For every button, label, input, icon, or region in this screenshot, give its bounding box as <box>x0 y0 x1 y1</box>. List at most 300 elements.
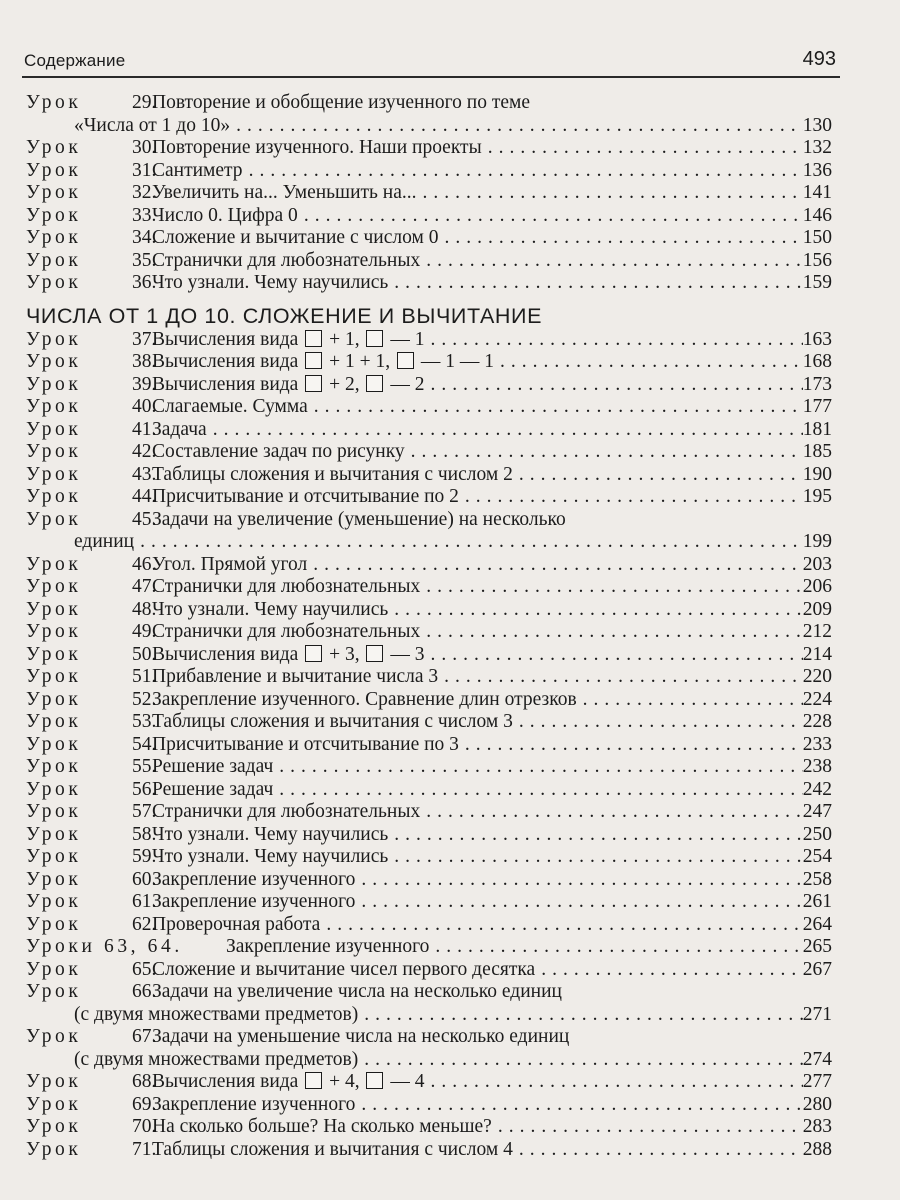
entry-page-number: 209 <box>802 598 832 620</box>
blank-box-icon <box>366 375 383 392</box>
entry-title: Странички для любознательных <box>152 576 421 597</box>
running-header-title: Содержание <box>24 51 126 70</box>
lesson-number: 41. <box>132 418 157 440</box>
entry-title-line <box>152 711 832 734</box>
entry-title: Сложение и вычитание чисел первого десятка <box>152 958 536 980</box>
entry-title: Вычисления вида + 3, — 3 <box>152 643 425 665</box>
entry-page-number: 195 <box>802 486 832 507</box>
entry-title: Таблицы сложения и вычитания с числом 2 <box>152 463 513 485</box>
lesson-word: Урок <box>26 396 82 417</box>
entry-title-line <box>152 779 832 802</box>
lesson-word: Урок <box>26 159 82 181</box>
lesson-word: Урок <box>26 598 82 620</box>
entry-title-line <box>152 914 832 937</box>
entry-page-number: 283 <box>802 1116 832 1137</box>
lesson-number: 43. <box>132 463 157 485</box>
toc-entry <box>26 779 832 802</box>
lesson-word: Урок <box>26 1138 82 1160</box>
entry-page-number: 277 <box>802 1071 832 1092</box>
lesson-word: Урок <box>26 1116 82 1137</box>
toc-entry <box>26 160 832 183</box>
leader-dots <box>298 205 803 228</box>
lesson-number: 29. <box>132 92 157 113</box>
entry-title-line <box>152 891 832 914</box>
entry-page-number: 265 <box>802 936 832 957</box>
entry-title-line <box>152 756 832 779</box>
lesson-number: 36. <box>132 272 157 293</box>
toc-entry <box>26 891 832 914</box>
toc-entry <box>26 509 832 532</box>
leader-dots <box>320 914 802 937</box>
entry-page-number: 224 <box>802 688 832 710</box>
entry-title-line <box>152 734 832 757</box>
toc-entry <box>26 621 832 644</box>
entry-title: Странички для любознательных <box>152 801 421 822</box>
entry-page-number: 250 <box>802 823 832 845</box>
lesson-number: 39. <box>132 373 157 395</box>
leader-dots <box>388 272 802 295</box>
entry-page-number: 163 <box>802 328 832 350</box>
entry-title-line <box>152 869 832 892</box>
leader-dots <box>388 599 802 622</box>
toc-entry <box>26 1071 832 1094</box>
entry-page-number: 271 <box>802 1003 832 1025</box>
lesson-word: Урок <box>26 351 82 372</box>
leader-dots <box>513 464 803 487</box>
entry-title-line <box>152 227 832 250</box>
toc-entry <box>26 599 832 622</box>
toc-entry <box>26 824 832 847</box>
lesson-number: 40. <box>132 396 157 417</box>
toc-entry <box>26 734 832 757</box>
toc-entry <box>26 959 832 982</box>
entry-title: Странички для любознательных <box>152 249 421 271</box>
leader-dots <box>417 182 803 205</box>
entry-title-line <box>152 205 832 228</box>
entry-title-line <box>152 137 832 160</box>
entry-title-line <box>152 272 832 295</box>
toc-entry <box>26 576 832 599</box>
leader-dots <box>420 801 803 824</box>
table-of-contents <box>26 92 832 1161</box>
toc-entry <box>26 227 832 250</box>
lesson-number: 62. <box>132 913 157 935</box>
entry-page-number: 228 <box>802 711 832 732</box>
lesson-word: Урок <box>26 182 82 203</box>
lesson-number: 34. <box>132 227 157 248</box>
blank-box-icon <box>366 1072 383 1089</box>
entry-page-number: 238 <box>802 756 832 777</box>
entry-title: Закрепление изученного. Сравнение длин отрезков <box>152 688 577 710</box>
leader-dots <box>535 959 803 982</box>
entry-title: Вычисления вида + 2, — 2 <box>152 373 425 395</box>
entry-title-line <box>152 182 832 205</box>
entry-title: Что узнали. Чему научились <box>152 598 389 620</box>
entry-title-line <box>152 554 832 577</box>
entry-title-line <box>74 1049 832 1072</box>
blank-box-icon <box>305 1072 322 1089</box>
lesson-number: 65. <box>132 958 157 980</box>
entry-title: Повторение изученного. Наши проекты <box>152 137 482 158</box>
toc-entry <box>26 711 832 734</box>
toc-entry <box>26 250 832 273</box>
entry-page-number: 136 <box>802 159 832 181</box>
entry-title-line <box>152 160 832 183</box>
entry-page-number: 288 <box>802 1138 832 1160</box>
entry-title-line <box>152 801 832 824</box>
leader-dots <box>207 419 803 442</box>
entry-title: (с двумя множествами предметов) <box>74 1003 359 1025</box>
toc-entry <box>26 441 832 464</box>
lesson-number: 70. <box>132 1116 157 1137</box>
leader-dots <box>424 1071 802 1094</box>
lesson-word: Урок <box>26 486 82 507</box>
lesson-word: Урок <box>26 891 82 912</box>
entry-page-number: 190 <box>802 463 832 485</box>
entry-page-number: 247 <box>802 801 832 822</box>
entry-title: Закрепление изученного <box>152 891 356 912</box>
leader-dots <box>420 250 803 273</box>
toc-entry <box>26 689 832 712</box>
entry-title: Что узнали. Чему научились <box>152 846 389 867</box>
toc-entry <box>26 846 832 869</box>
toc-entry <box>26 137 832 160</box>
entry-title-line <box>152 846 832 869</box>
lesson-word: Урок <box>26 576 82 597</box>
entry-title: Прибавление и вычитание числа 3 <box>152 666 439 687</box>
leader-dots <box>482 137 803 160</box>
entry-title: Закрепление изученного <box>152 868 356 890</box>
leader-dots <box>355 1094 802 1117</box>
entry-page-number: 130 <box>802 114 832 136</box>
lesson-word: Урок <box>26 463 82 485</box>
lesson-number: 45. <box>132 508 157 530</box>
entry-page-number: 156 <box>802 249 832 271</box>
leader-dots <box>513 711 803 734</box>
entry-page-number: 264 <box>802 913 832 935</box>
entry-page-number: 168 <box>802 351 832 372</box>
entry-page-number: 214 <box>802 643 832 665</box>
entry-title: (с двумя множествами предметов) <box>74 1048 359 1070</box>
lesson-word: Урок <box>26 1093 82 1115</box>
entry-title: Присчитывание и отсчитывание по 2 <box>152 486 459 507</box>
toc-entry <box>26 205 832 228</box>
lesson-number: 47. <box>132 576 157 597</box>
lesson-number: 46. <box>132 553 157 575</box>
toc-entry <box>26 756 832 779</box>
entry-title-line <box>152 959 832 982</box>
toc-entry <box>26 486 832 509</box>
lesson-word: Урок <box>26 981 82 1002</box>
leader-dots <box>459 734 803 757</box>
leader-dots <box>388 846 802 869</box>
entry-title: Угол. Прямой угол <box>152 553 308 575</box>
lesson-number: 42. <box>132 441 157 462</box>
toc-entry <box>26 374 832 397</box>
toc-entry-continuation <box>26 1049 832 1072</box>
lesson-number: 57. <box>132 801 157 822</box>
lesson-number: 32. <box>132 182 157 203</box>
lesson-word: Урок <box>26 621 82 642</box>
leader-dots <box>420 621 803 644</box>
lesson-word: Урок <box>26 92 82 113</box>
entry-title-line <box>152 351 832 374</box>
toc-entry-continuation <box>26 1004 832 1027</box>
entry-title-line <box>152 1094 832 1117</box>
toc-entry <box>26 936 832 959</box>
lesson-word: Урок <box>26 643 82 665</box>
entry-page-number: 150 <box>802 227 832 248</box>
entry-title: Задачи на уменьшение числа на несколько единиц <box>152 1026 570 1047</box>
entry-title: Закрепление изученного <box>152 1093 356 1115</box>
blank-box-icon <box>366 645 383 662</box>
lesson-word: Урок <box>26 733 82 755</box>
entry-page-number: 261 <box>802 891 832 912</box>
leader-dots <box>424 374 802 397</box>
entry-title: Составление задач по рисунку <box>152 441 405 462</box>
entry-page-number: 220 <box>802 666 832 687</box>
lesson-number: 67. <box>132 1026 157 1047</box>
entry-title: Увеличить на... Уменьшить на... <box>152 182 417 203</box>
lesson-number: 61. <box>132 891 157 912</box>
lesson-number: 71. <box>132 1138 157 1160</box>
entry-page-number: 181 <box>802 418 832 440</box>
entry-page-number: 185 <box>802 441 832 462</box>
lesson-number: 35. <box>132 249 157 271</box>
lesson-word: Урок <box>26 1071 82 1092</box>
lesson-number: 48. <box>132 598 157 620</box>
lesson-number: 33. <box>132 204 157 226</box>
lesson-number: 53. <box>132 711 157 732</box>
leader-dots <box>429 936 802 959</box>
toc-entry <box>26 644 832 667</box>
leader-dots <box>230 115 803 138</box>
entry-title-line <box>152 250 832 273</box>
entry-title: Таблицы сложения и вычитания с числом 4 <box>152 1138 513 1160</box>
leader-dots <box>308 396 803 419</box>
entry-title: Вычисления вида + 1 + 1, — 1 — 1 <box>152 351 494 372</box>
entry-page-number: 146 <box>802 204 832 226</box>
entry-title: Сантиметр <box>152 159 243 181</box>
lesson-number: 50. <box>132 643 157 665</box>
lesson-word: Урок <box>26 958 82 980</box>
lesson-word: Урок <box>26 711 82 732</box>
entry-title-line <box>74 115 832 138</box>
lesson-word: Уроки 63, 64. <box>26 936 183 957</box>
toc-entry <box>26 1116 832 1139</box>
toc-entry <box>26 981 832 1004</box>
entry-title: Задачи на увеличение (уменьшение) на несколько <box>152 508 566 530</box>
entry-page-number: 280 <box>802 1093 832 1115</box>
entry-page-number: 254 <box>802 846 832 867</box>
entry-title-line <box>152 644 832 667</box>
entry-page-number: 233 <box>802 733 832 755</box>
lesson-word: Урок <box>26 508 82 530</box>
entry-page-number: 141 <box>802 182 832 203</box>
entry-title-line <box>152 329 832 352</box>
toc-entry <box>26 396 832 419</box>
lesson-number: 59. <box>132 846 157 867</box>
leader-dots <box>405 441 803 464</box>
lesson-number: 52. <box>132 688 157 710</box>
entry-title: Решение задач <box>152 756 274 777</box>
lesson-word: Урок <box>26 913 82 935</box>
leader-dots <box>420 576 803 599</box>
lesson-number: 55. <box>132 756 157 777</box>
lesson-word: Урок <box>26 778 82 800</box>
toc-entry <box>26 1026 832 1049</box>
leader-dots <box>494 351 803 374</box>
entry-title-line <box>226 936 832 959</box>
toc-entry <box>26 92 832 115</box>
entry-title-line <box>152 666 832 689</box>
lesson-word: Урок <box>26 272 82 293</box>
lesson-number: 60. <box>132 868 157 890</box>
lesson-number: 31. <box>132 159 157 181</box>
leader-dots <box>438 227 802 250</box>
entry-title: На сколько больше? На сколько меньше? <box>152 1116 492 1137</box>
toc-entry-continuation <box>26 115 832 138</box>
blank-box-icon <box>397 352 414 369</box>
lesson-word: Урок <box>26 328 82 350</box>
toc-entry <box>26 419 832 442</box>
toc-entry <box>26 351 832 374</box>
entry-title: Что узнали. Чему научились <box>152 823 389 845</box>
lesson-word: Урок <box>26 553 82 575</box>
leader-dots <box>355 869 802 892</box>
entry-title: Странички для любознательных <box>152 621 421 642</box>
leader-dots <box>513 1139 803 1162</box>
lesson-word: Урок <box>26 688 82 710</box>
leader-dots <box>134 531 803 554</box>
entry-title: Слагаемые. Сумма <box>152 396 308 417</box>
entry-page-number: 177 <box>802 396 832 417</box>
lesson-word: Урок <box>26 204 82 226</box>
blank-box-icon <box>305 352 322 369</box>
entry-title-line <box>152 824 832 847</box>
leader-dots <box>307 554 802 577</box>
entry-title-line <box>152 1139 832 1162</box>
lesson-number: 44. <box>132 486 157 507</box>
toc-entry <box>26 329 832 352</box>
toc-entry <box>26 869 832 892</box>
leader-dots <box>459 486 803 509</box>
entry-title: Вычисления вида + 1, — 1 <box>152 328 425 350</box>
entry-title: Повторение и обобщение изученного по теме <box>152 92 531 113</box>
entry-title-line <box>152 1116 832 1139</box>
lesson-number: 38. <box>132 351 157 372</box>
entry-title-line <box>74 531 832 554</box>
toc-entry <box>26 1139 832 1162</box>
leader-dots <box>492 1116 803 1139</box>
leader-dots <box>243 160 803 183</box>
entry-page-number: 267 <box>802 958 832 980</box>
leader-dots <box>358 1004 803 1027</box>
lesson-word: Урок <box>26 1026 82 1047</box>
toc-entry <box>26 801 832 824</box>
toc-entry <box>26 182 832 205</box>
leader-dots <box>273 756 802 779</box>
lesson-word: Урок <box>26 227 82 248</box>
entry-title-line <box>152 419 832 442</box>
lesson-word: Урок <box>26 666 82 687</box>
entry-title-line <box>152 396 832 419</box>
entry-title: Задача <box>152 418 207 440</box>
page-number: 493 <box>802 48 836 70</box>
lesson-word: Урок <box>26 801 82 822</box>
lesson-word: Урок <box>26 868 82 890</box>
leader-dots <box>388 824 802 847</box>
toc-entry-continuation <box>26 531 832 554</box>
entry-page-number: 206 <box>802 576 832 597</box>
entry-page-number: 199 <box>802 531 832 552</box>
lesson-number: 51. <box>132 666 157 687</box>
entry-title: Сложение и вычитание с числом 0 <box>152 227 439 248</box>
entry-title: Вычисления вида + 4, — 4 <box>152 1071 425 1092</box>
entry-title: Что узнали. Чему научились <box>152 272 389 293</box>
lesson-number: 49. <box>132 621 157 642</box>
entry-page-number: 203 <box>802 553 832 575</box>
entry-page-number: 274 <box>802 1048 832 1070</box>
entry-title: Присчитывание и отсчитывание по 3 <box>152 733 459 755</box>
lesson-word: Урок <box>26 373 82 395</box>
entry-title: «Числа от 1 до 10» <box>74 114 231 136</box>
leader-dots <box>358 1049 803 1072</box>
entry-page-number: 173 <box>802 373 832 395</box>
lesson-word: Урок <box>26 137 82 158</box>
entry-title-line <box>152 464 832 487</box>
entry-title-line <box>152 689 832 712</box>
entry-page-number: 159 <box>802 272 832 293</box>
entry-title-line <box>152 599 832 622</box>
blank-box-icon <box>305 375 322 392</box>
leader-dots <box>355 891 802 914</box>
entry-title-line <box>152 621 832 644</box>
entry-page-number: 242 <box>802 778 832 800</box>
section-heading: ЧИСЛА ОТ 1 ДО 10. СЛОЖЕНИЕ И ВЫЧИТАНИЕ <box>26 303 543 328</box>
leader-dots <box>273 779 802 802</box>
lesson-word: Урок <box>26 846 82 867</box>
leader-dots <box>438 666 803 689</box>
entry-title: Проверочная работа <box>152 913 321 935</box>
entry-page-number: 258 <box>802 868 832 890</box>
entry-title-line <box>152 441 832 464</box>
lesson-word: Урок <box>26 756 82 777</box>
entry-title-line <box>152 486 832 509</box>
entry-title: Таблицы сложения и вычитания с числом 3 <box>152 711 513 732</box>
lesson-word: Урок <box>26 441 82 462</box>
lesson-number: 54. <box>132 733 157 755</box>
entry-title-line <box>152 374 832 397</box>
leader-dots <box>424 329 802 352</box>
lesson-word: Урок <box>26 249 82 271</box>
lesson-number: 58. <box>132 823 157 845</box>
running-header <box>22 46 840 78</box>
entry-title-line <box>152 576 832 599</box>
lesson-number: 56. <box>132 778 157 800</box>
lesson-number: 37. <box>132 328 157 350</box>
toc-entry <box>26 666 832 689</box>
toc-entry <box>26 1094 832 1117</box>
entry-page-number: 212 <box>802 621 832 642</box>
blank-box-icon <box>305 645 322 662</box>
leader-dots <box>577 689 803 712</box>
entry-title: единиц <box>74 531 135 552</box>
blank-box-icon <box>305 330 322 347</box>
lesson-number: 69. <box>132 1093 157 1115</box>
lesson-number: 30. <box>132 137 157 158</box>
blank-box-icon <box>366 330 383 347</box>
